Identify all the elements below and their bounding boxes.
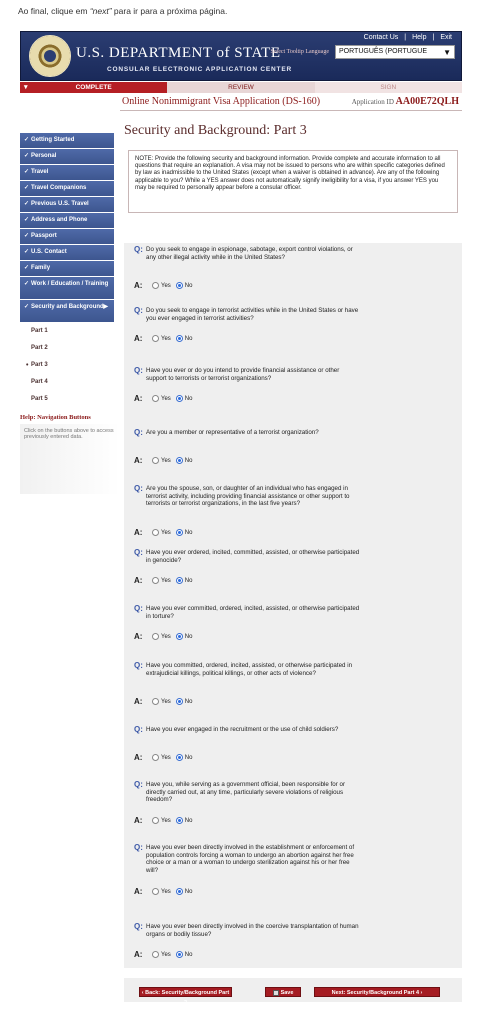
answer-label: A: xyxy=(134,456,143,465)
sidebar-subitem[interactable] xyxy=(20,357,114,374)
radio-yes[interactable] xyxy=(152,754,159,761)
radio-no[interactable] xyxy=(176,817,183,824)
question-label: Q: xyxy=(134,604,143,613)
no-label: No xyxy=(184,699,193,706)
step-sign: SIGN xyxy=(315,82,462,93)
radio-no[interactable] xyxy=(176,395,183,402)
radio-yes[interactable] xyxy=(152,282,159,289)
sidebar-item-label: Travel xyxy=(31,169,49,175)
yes-option[interactable] xyxy=(152,335,171,342)
yes-option[interactable] xyxy=(152,282,171,289)
answer-label: A: xyxy=(134,816,143,825)
yes-option[interactable] xyxy=(152,395,171,402)
save-button[interactable] xyxy=(265,987,301,997)
application-id-label: Application ID xyxy=(351,98,394,106)
no-label: No xyxy=(184,396,193,403)
help-title: Help: Navigation Buttons xyxy=(20,414,91,421)
answer-label: A: xyxy=(134,281,143,290)
question-text: Are you the spouse, son, or daughter of an individual who has engaged in terrorist activity, including providing financial assistance or other support to terrorists or terrorist organizations, in the last five years? xyxy=(146,485,350,508)
help-text: Click on the buttons above to access previously entered data. xyxy=(20,424,120,494)
sidebar-subitem-label: Part 1 xyxy=(31,328,48,334)
radio-no[interactable] xyxy=(176,282,183,289)
answer-options xyxy=(152,888,192,895)
question-text: Are you a member or representative of a terrorist organization? xyxy=(146,429,319,436)
sidebar-item-label: Passport xyxy=(31,233,57,239)
radio-yes[interactable] xyxy=(152,395,159,402)
question-text: Do you seek to engage in espionage, sabotage, export control violations, or any other illegal activity while in the United States? xyxy=(146,246,353,261)
question-label: Q: xyxy=(134,245,143,254)
question-label: Q: xyxy=(134,725,143,734)
sidebar-item[interactable] xyxy=(20,245,114,260)
department-name: U.S. DEPARTMENT of STATE xyxy=(76,45,281,61)
save-label: Save xyxy=(280,990,294,996)
radio-no[interactable] xyxy=(176,577,183,584)
radio-yes[interactable] xyxy=(152,335,159,342)
question-text: Have you committed, ordered, incited, assisted, or otherwise participated in extrajudicial killings, political killings, or other acts of violence? xyxy=(146,662,353,677)
answer-options xyxy=(152,577,192,584)
question-label: Q: xyxy=(134,306,143,315)
checkmark-icon: ✓ xyxy=(24,185,30,191)
question-text: Have you ever been directly involved in the coercive transplantation of human organs or bodily tissue? xyxy=(146,923,359,938)
instruction-after: para ir para a próxima página. xyxy=(111,6,228,16)
page-title: Security and Background: Part 3 xyxy=(124,123,307,138)
question-text: Have you ever been directly involved in the establishment or enforcement of population controls forcing a woman to undergo an abortion against her free choice or a man or a woman to undergo sterilization against his or her free will? xyxy=(146,844,355,874)
checkmark-icon: ✓ xyxy=(24,281,30,287)
checkmark-icon: ✓ xyxy=(24,217,30,223)
application-title: Online Nonimmigrant Visa Application (DS-160) xyxy=(122,96,321,107)
no-label: No xyxy=(184,889,193,896)
application-id-value: AA00E72QLH xyxy=(395,96,459,107)
sidebar-item[interactable] xyxy=(20,197,114,212)
sidebar-subitem[interactable] xyxy=(20,374,114,391)
radio-no[interactable] xyxy=(176,754,183,761)
no-option[interactable] xyxy=(176,457,193,464)
question-label: Q: xyxy=(134,661,143,670)
no-label: No xyxy=(184,530,193,537)
yes-label: Yes xyxy=(161,530,171,537)
chevron-down-icon: ▾ xyxy=(24,84,28,91)
radio-yes[interactable] xyxy=(152,888,159,895)
radio-yes[interactable] xyxy=(152,698,159,705)
checkmark-icon: ✓ xyxy=(24,249,30,255)
answer-options xyxy=(152,529,192,536)
yes-label: Yes xyxy=(161,283,171,290)
top-links xyxy=(361,34,455,41)
sidebar-item-label: Address and Phone xyxy=(31,217,88,223)
no-label: No xyxy=(184,283,193,290)
yes-option[interactable] xyxy=(152,754,171,761)
application-id xyxy=(352,96,459,107)
checkmark-icon: ✓ xyxy=(24,304,30,310)
answer-options xyxy=(152,951,192,958)
yes-option[interactable] xyxy=(152,457,171,464)
sidebar-item-label: Family xyxy=(31,265,51,271)
sidebar-item[interactable] xyxy=(20,229,114,244)
no-label: No xyxy=(184,578,193,585)
radio-yes[interactable] xyxy=(152,577,159,584)
yes-label: Yes xyxy=(161,578,171,585)
sidebar-subitem[interactable] xyxy=(20,340,114,357)
radio-no[interactable] xyxy=(176,529,183,536)
yes-label: Yes xyxy=(161,889,171,896)
yes-label: Yes xyxy=(161,755,171,762)
no-label: No xyxy=(184,634,193,641)
question-text: Have you, while serving as a government official, been responsible for or directly carried out, at any time, particularly severe violations of religious freedom? xyxy=(146,781,346,804)
yes-option[interactable] xyxy=(152,951,171,958)
department-subtitle: CONSULAR ELECTRONIC APPLICATION CENTER xyxy=(107,66,292,73)
checkmark-icon: ✓ xyxy=(24,233,30,239)
answer-options xyxy=(152,633,192,640)
answer-label: A: xyxy=(134,334,143,343)
link-separator: | xyxy=(404,34,407,41)
sidebar-item-label: Getting Started xyxy=(31,137,75,143)
question-label: Q: xyxy=(134,548,143,557)
sidebar-item[interactable] xyxy=(20,149,114,164)
yes-option[interactable] xyxy=(152,529,171,536)
answer-options xyxy=(152,282,192,289)
answer-label: A: xyxy=(134,887,143,896)
sidebar-item[interactable] xyxy=(20,277,114,299)
sidebar-item-label: Travel Companions xyxy=(31,185,87,191)
no-label: No xyxy=(184,755,193,762)
step-complete-label: COMPLETE xyxy=(75,84,112,91)
language-select[interactable] xyxy=(335,45,455,59)
yes-option[interactable] xyxy=(152,698,171,705)
answer-label: A: xyxy=(134,528,143,537)
active-marker-icon: • xyxy=(26,362,29,369)
sidebar-nav xyxy=(20,133,114,408)
radio-yes[interactable] xyxy=(152,951,159,958)
radio-no[interactable] xyxy=(176,698,183,705)
link-separator: | xyxy=(432,34,435,41)
no-option[interactable] xyxy=(176,577,193,584)
yes-option[interactable] xyxy=(152,633,171,640)
no-label: No xyxy=(184,818,193,825)
next-button[interactable]: Next: Security/Background Part 4 › xyxy=(314,987,440,997)
checkmark-icon: ✓ xyxy=(24,201,30,207)
sidebar-item[interactable] xyxy=(20,261,114,276)
sidebar-item-label: Security and Background xyxy=(31,304,104,310)
no-option[interactable] xyxy=(176,754,193,761)
yes-label: Yes xyxy=(161,396,171,403)
department-seal-icon xyxy=(29,35,71,77)
no-option[interactable] xyxy=(176,951,193,958)
yes-option[interactable] xyxy=(152,577,171,584)
answer-options xyxy=(152,457,192,464)
question-text: Have you ever committed, ordered, incited, assisted, or otherwise participated in torture? xyxy=(146,605,360,620)
back-button[interactable]: ‹ Back: Security/Background Part 2 xyxy=(139,987,232,997)
answer-options xyxy=(152,395,192,402)
sidebar-item-label: Previous U.S. Travel xyxy=(31,201,89,207)
answer-options xyxy=(152,698,192,705)
question-label: Q: xyxy=(134,428,143,437)
no-option[interactable] xyxy=(176,335,193,342)
sidebar-subitem-label: Part 5 xyxy=(31,396,48,402)
sidebar-item-label: Personal xyxy=(31,153,57,159)
language-label: Select Tooltip Language xyxy=(270,49,329,55)
question-label: Q: xyxy=(134,780,143,789)
instruction-text xyxy=(18,6,458,16)
application-header xyxy=(120,95,462,111)
step-review: REVIEW xyxy=(167,82,314,93)
instruction-emphasis: “next” xyxy=(89,6,112,16)
questions-panel xyxy=(124,243,462,968)
answer-options xyxy=(152,754,192,761)
no-label: No xyxy=(184,458,193,465)
no-option[interactable] xyxy=(176,282,193,289)
chevron-down-icon: ▼ xyxy=(443,48,451,57)
radio-no[interactable] xyxy=(176,633,183,640)
no-option[interactable] xyxy=(176,698,193,705)
radio-no[interactable] xyxy=(176,888,183,895)
answer-label: A: xyxy=(134,753,143,762)
no-option[interactable] xyxy=(176,817,193,824)
radio-yes[interactable] xyxy=(152,457,159,464)
answer-label: A: xyxy=(134,394,143,403)
no-option[interactable] xyxy=(176,529,193,536)
no-label: No xyxy=(184,952,193,959)
radio-yes[interactable] xyxy=(152,529,159,536)
checkmark-icon: ✓ xyxy=(24,265,30,271)
sidebar-subitem-label: Part 4 xyxy=(31,379,48,385)
no-option[interactable] xyxy=(176,633,193,640)
radio-yes[interactable] xyxy=(152,633,159,640)
yes-label: Yes xyxy=(161,336,171,343)
sidebar-item[interactable] xyxy=(20,300,114,322)
no-option[interactable] xyxy=(176,395,193,402)
sidebar-item-label: Work / Education / Training xyxy=(31,281,109,287)
yes-option[interactable] xyxy=(152,888,171,895)
instruction-before: Ao final, clique em xyxy=(18,6,90,16)
yes-label: Yes xyxy=(161,699,171,706)
yes-label: Yes xyxy=(161,458,171,465)
exit-link[interactable]: Exit xyxy=(440,34,452,41)
language-value: PORTUGUÊS (PORTUGUE xyxy=(339,48,428,55)
answer-options xyxy=(152,335,192,342)
radio-no[interactable] xyxy=(176,335,183,342)
answer-label: A: xyxy=(134,950,143,959)
sidebar-item[interactable] xyxy=(20,181,114,196)
sidebar-subitem[interactable] xyxy=(20,391,114,408)
expand-arrow-icon: ▶ xyxy=(103,304,108,310)
question-label: Q: xyxy=(134,366,143,375)
answer-label: A: xyxy=(134,576,143,585)
sidebar-item[interactable] xyxy=(20,213,114,228)
radio-yes[interactable] xyxy=(152,817,159,824)
answer-label: A: xyxy=(134,697,143,706)
checkmark-icon: ✓ xyxy=(24,137,30,143)
yes-label: Yes xyxy=(161,634,171,641)
question-text: Have you ever ordered, incited, committed, assisted, or otherwise participated in genocide? xyxy=(146,549,360,564)
yes-option[interactable] xyxy=(152,817,171,824)
no-label: No xyxy=(184,336,193,343)
checkmark-icon: ✓ xyxy=(24,169,30,175)
answer-options xyxy=(152,817,192,824)
checkmark-icon: ✓ xyxy=(24,153,30,159)
sidebar-subitem-label: Part 3 xyxy=(31,362,48,368)
help-link[interactable]: Help xyxy=(412,34,427,41)
footer-buttons xyxy=(124,978,462,1006)
no-option[interactable] xyxy=(176,888,193,895)
yes-label: Yes xyxy=(161,952,171,959)
radio-no[interactable] xyxy=(176,457,183,464)
question-label: Q: xyxy=(134,843,143,852)
sidebar-subitem-label: Part 2 xyxy=(31,345,48,351)
radio-no[interactable] xyxy=(176,951,183,958)
sidebar-item[interactable] xyxy=(20,165,114,180)
note-box: NOTE: Provide the following security and background information. Provide complete and accurate information to all questions that require an explanation. A visa may not be issued to persons who are within specific categories defined by law as inadmissible to the United States (except when a waiver is obtained in advance). Are any of the following applicable to you? While a YES answer does not automatically signify ineligibility for a visa, if you answer YES you may be required to personally appear before a consular officer. xyxy=(128,150,458,213)
sidebar-item[interactable] xyxy=(20,133,114,148)
sidebar-subitem[interactable] xyxy=(20,323,114,340)
question-text: Have you ever or do you intend to provide financial assistance or other support to terrorists or terrorist organizations? xyxy=(146,367,340,382)
step-complete xyxy=(20,82,167,93)
yes-label: Yes xyxy=(161,818,171,825)
progress-bar xyxy=(20,82,462,93)
question-label: Q: xyxy=(134,484,143,493)
question-label: Q: xyxy=(134,922,143,931)
floppy-disk-icon xyxy=(273,990,279,996)
sidebar-item-label: U.S. Contact xyxy=(31,249,67,255)
answer-label: A: xyxy=(134,632,143,641)
question-text: Have you ever engaged in the recruitment or the use of child soldiers? xyxy=(146,726,339,733)
question-text: Do you seek to engage in terrorist activities while in the United States or have you ever engaged in terrorist activities? xyxy=(146,307,359,322)
contact-us-link[interactable]: Contact Us xyxy=(363,34,399,41)
site-header xyxy=(20,31,462,81)
